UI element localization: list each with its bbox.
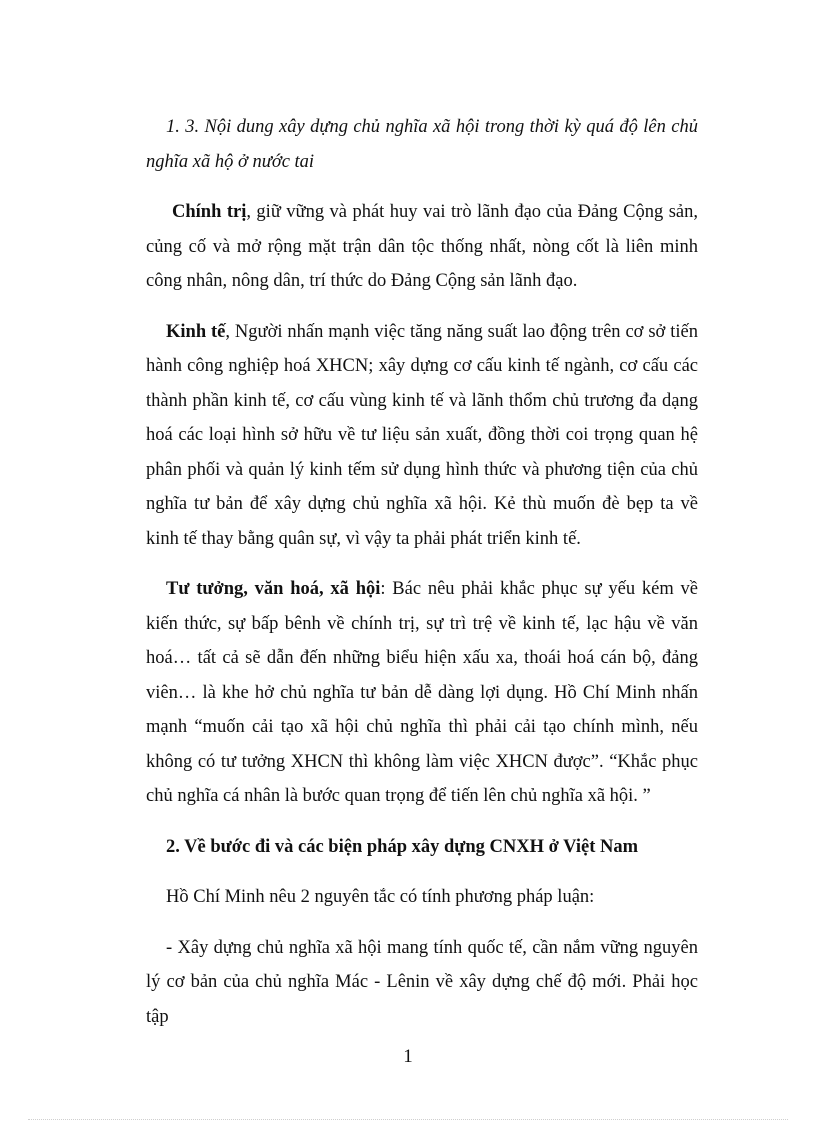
economy-paragraph (146, 315, 698, 557)
principle-bullet-1: - Xây dựng chủ nghĩa xã hội mang tính quốc tế, cần nắm vững nguyên lý cơ bản của chủ nghĩa Mác - Lênin về xây dựng chế độ mới. Phải học tập (146, 937, 698, 1027)
page-number: 1 (403, 1046, 413, 1067)
culture-paragraph (146, 572, 698, 814)
politics-text: , giữ vững và phát huy vai trò lãnh đạo của Đảng Cộng sản, củng cố và mở rộng mặt trận dân tộc thống nhất, nòng cốt là liên minh công nhân, nông dân, trí thức do Đảng Cộng sản lãnh đạo. (146, 202, 698, 291)
section-2-title: 2. Về bước đi và các biện pháp xây dựng CNXH ở Việt Nam (166, 836, 638, 857)
politics-label: Chính trị (172, 202, 247, 222)
page-bottom-divider (28, 1119, 788, 1120)
culture-label: Tư tưởng, văn hoá, xã hội (166, 579, 381, 599)
economy-text: , Người nhấn mạnh việc tăng năng suất lao động trên cơ sở tiến hành công nghiệp hoá XHCN; xây dựng cơ cấu kinh tế ngành, cơ cấu các thành phần kinh tế, cơ cấu vùng kinh tế và lãnh thổm chủ trương đa dạng hoá các loại hình sở hữu về tư liệu sản xuất, đồng thời coi trọng quan hệ phân phối và quản lý kinh tếm sử dụng hình thức và phương tiện của chủ nghĩa tư bản để xây dựng chủ nghĩa xã hội. Kẻ thù muốn đè bẹp ta về kinh tế thay bằng quân sự, vì vậy ta phải phát triển kinh tế. (146, 321, 698, 549)
page-content (146, 110, 698, 1034)
principles-intro: Hồ Chí Minh nêu 2 nguyên tắc có tính phương pháp luận: (166, 887, 595, 907)
economy-label: Kinh tế (166, 321, 226, 342)
subsection-heading: 1. 3. Nội dung xây dựng chủ nghĩa xã hội trong thời kỳ quá độ lên chủ nghĩa xã hộ ở nước tai (146, 117, 698, 172)
culture-text: : Bác nêu phải khắc phục sự yếu kém về kiến thức, sự bấp bênh về chính trị, sự trì trệ về kinh tế, lạc hậu về văn hoá… tất cả sẽ dẫn đến những biểu hiện xấu xa, thoái hoá cán bộ, đảng viên… là khe hở chủ nghĩa tư bản dễ dàng lợi dụng. Hồ Chí Minh nhấn mạnh “muốn cải tạo xã hội chủ nghĩa thì phải cải tạo chính mình, nếu không có tư tưởng XHCN thì không làm việc XHCN được”. “Khắc phục chủ nghĩa cá nhân là bước quan trọng để tiến lên chủ nghĩa xã hội. ” (146, 579, 698, 806)
politics-paragraph (146, 195, 698, 299)
